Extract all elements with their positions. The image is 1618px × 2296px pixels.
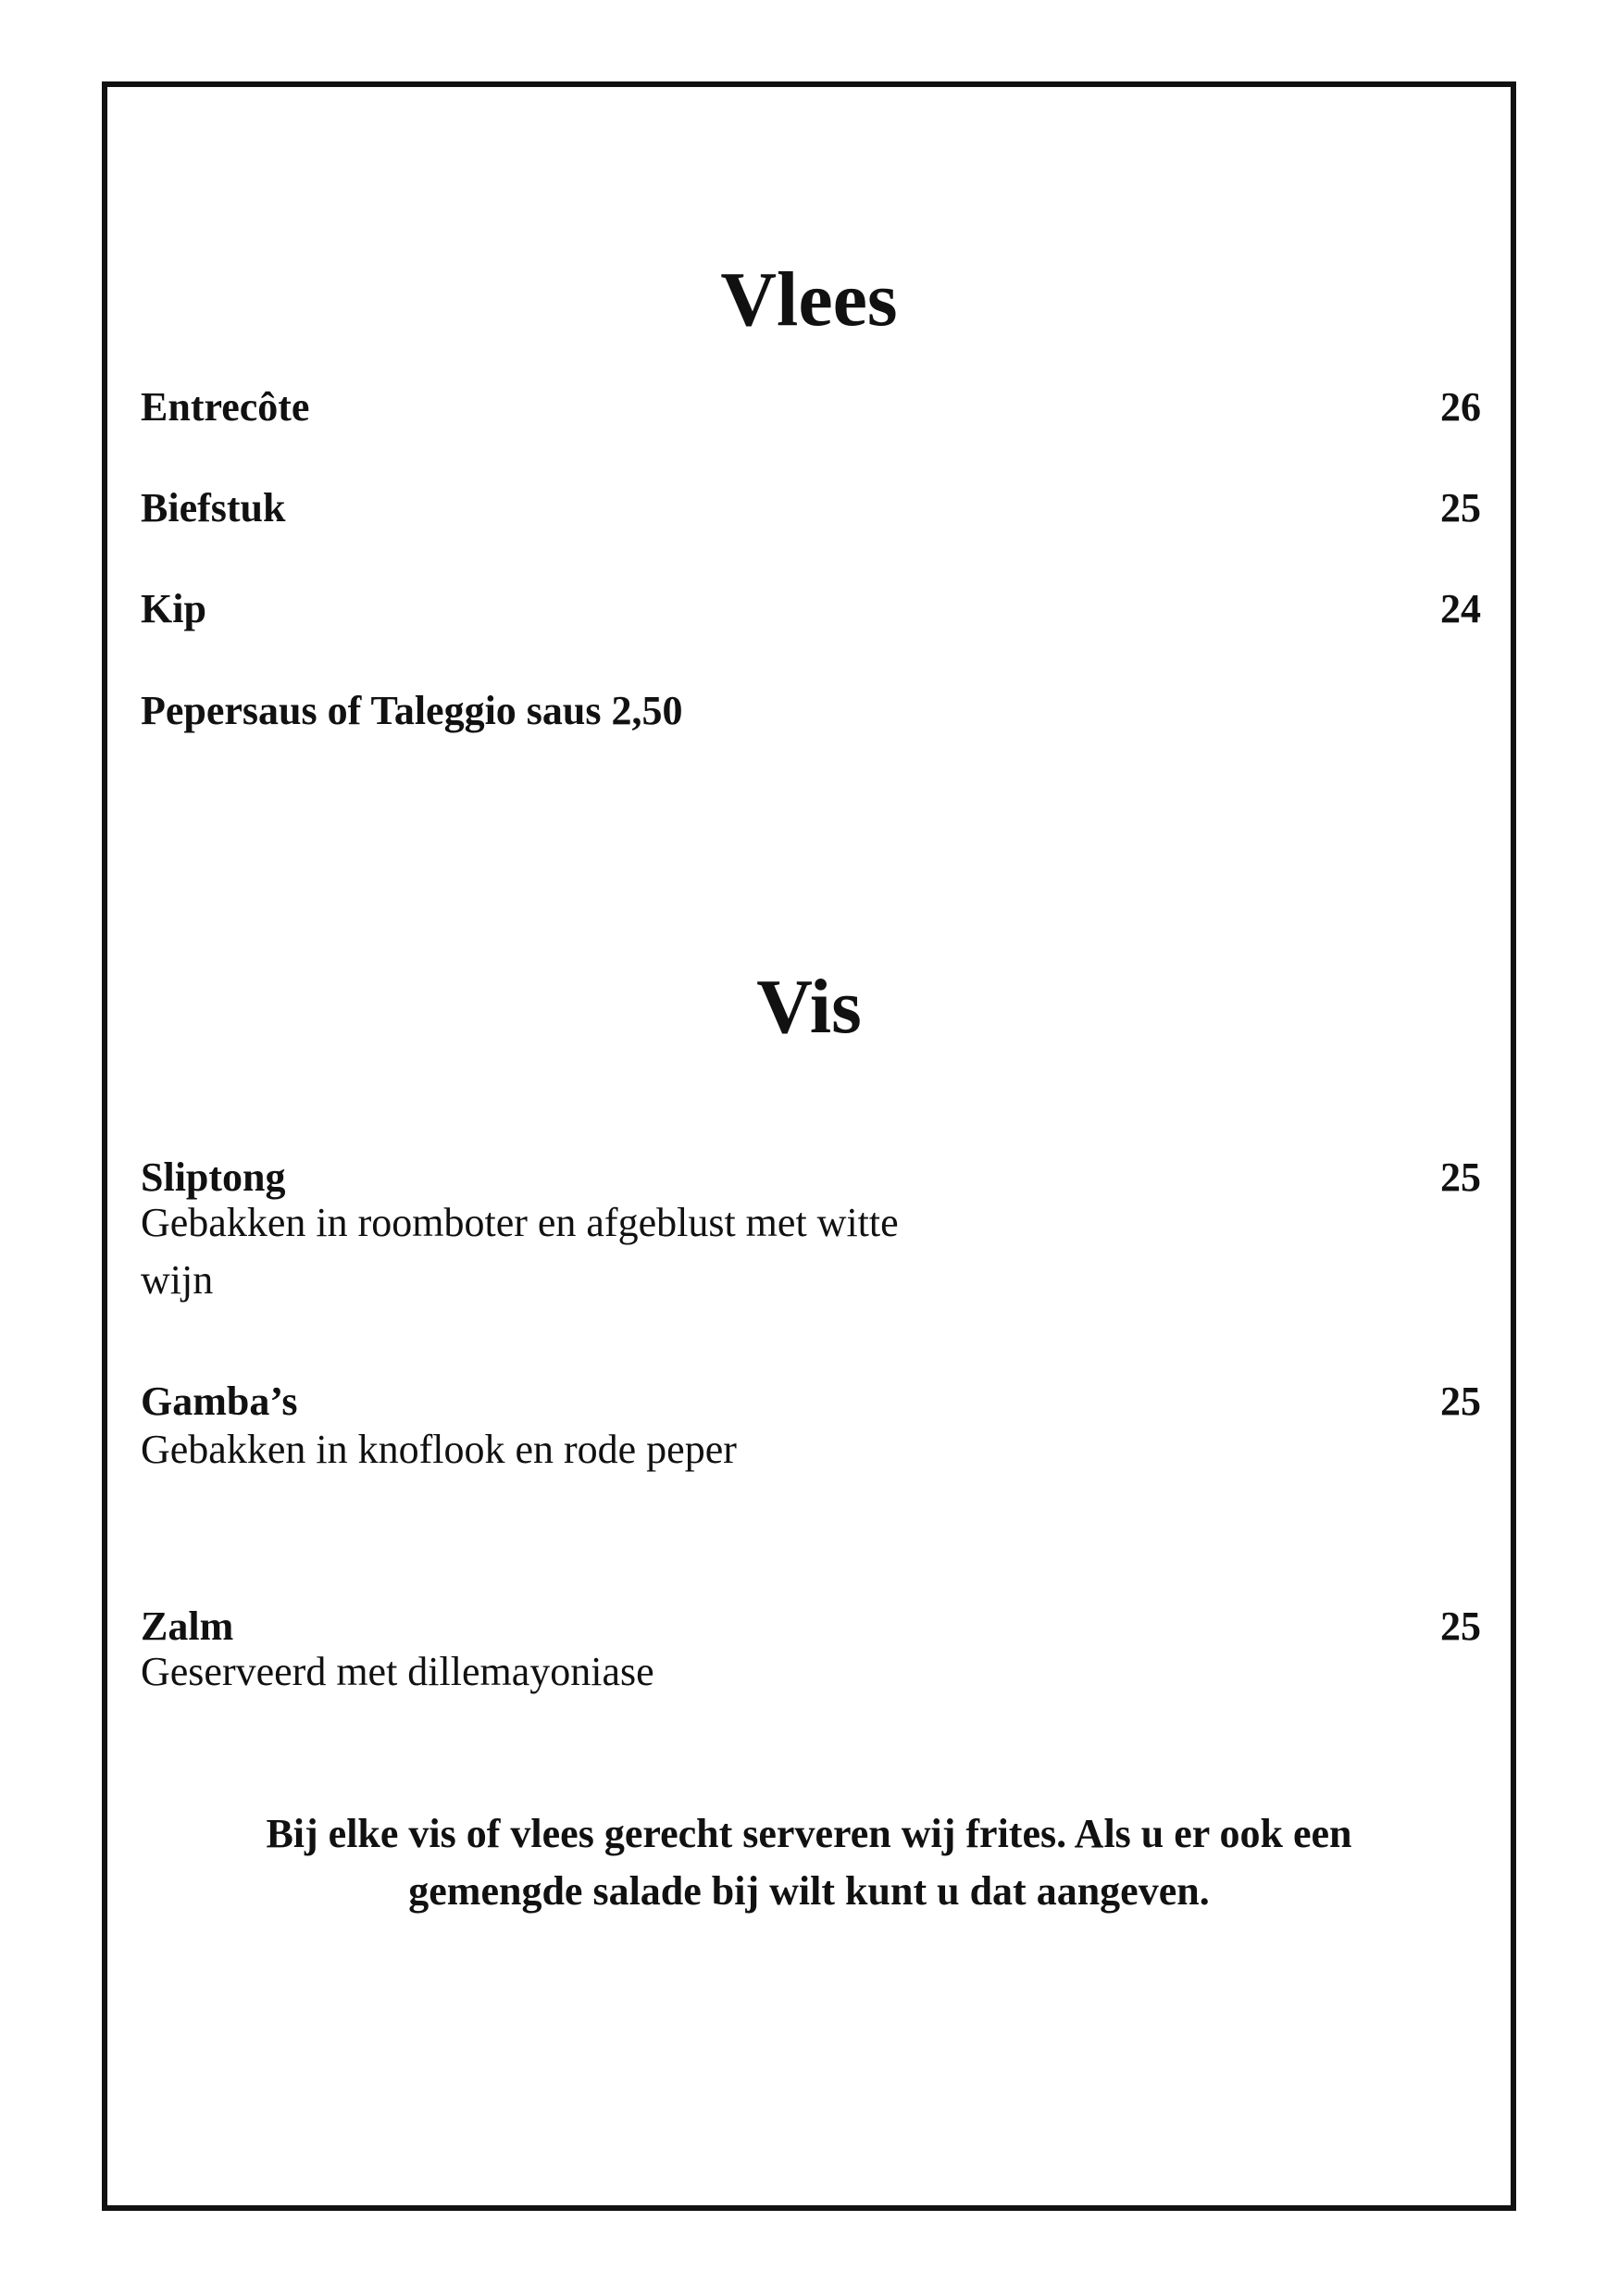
menu-item-description: Gebakken in roomboter en afgeblust met witte wijn [141, 1200, 899, 1303]
menu-item-price: 25 [1440, 1603, 1481, 1649]
menu-item-price: 25 [1440, 1379, 1481, 1424]
menu-item-name: Sliptong [141, 1154, 286, 1200]
menu-item-name: Biefstuk [141, 485, 286, 530]
menu-item-price: 24 [1440, 586, 1481, 631]
menu-item-name: Gamba’s [141, 1379, 298, 1424]
menu-item-name: Kip [141, 586, 206, 631]
menu-item-name: Entrecôte [141, 384, 310, 430]
menu-item-description: Gebakken in knoflook en rode peper [141, 1427, 737, 1472]
menu-item-price: 25 [1440, 1154, 1481, 1200]
menu-item-price: 26 [1440, 384, 1481, 430]
sauce-note: Pepersaus of Taleggio saus 2,50 [141, 688, 683, 733]
menu-item-description: Geserveerd met dillemayoniase [141, 1649, 654, 1694]
section-title-vlees: Vlees [720, 256, 898, 343]
menu-item-price: 25 [1440, 485, 1481, 530]
section-title-vis: Vis [756, 964, 862, 1050]
footer-note: Bij elke vis of vlees gerecht serveren wij frites. Als u er ook een gemengde salade bij wilt kunt u dat aangeven. [266, 1811, 1352, 1914]
menu-item-name: Zalm [141, 1603, 234, 1649]
